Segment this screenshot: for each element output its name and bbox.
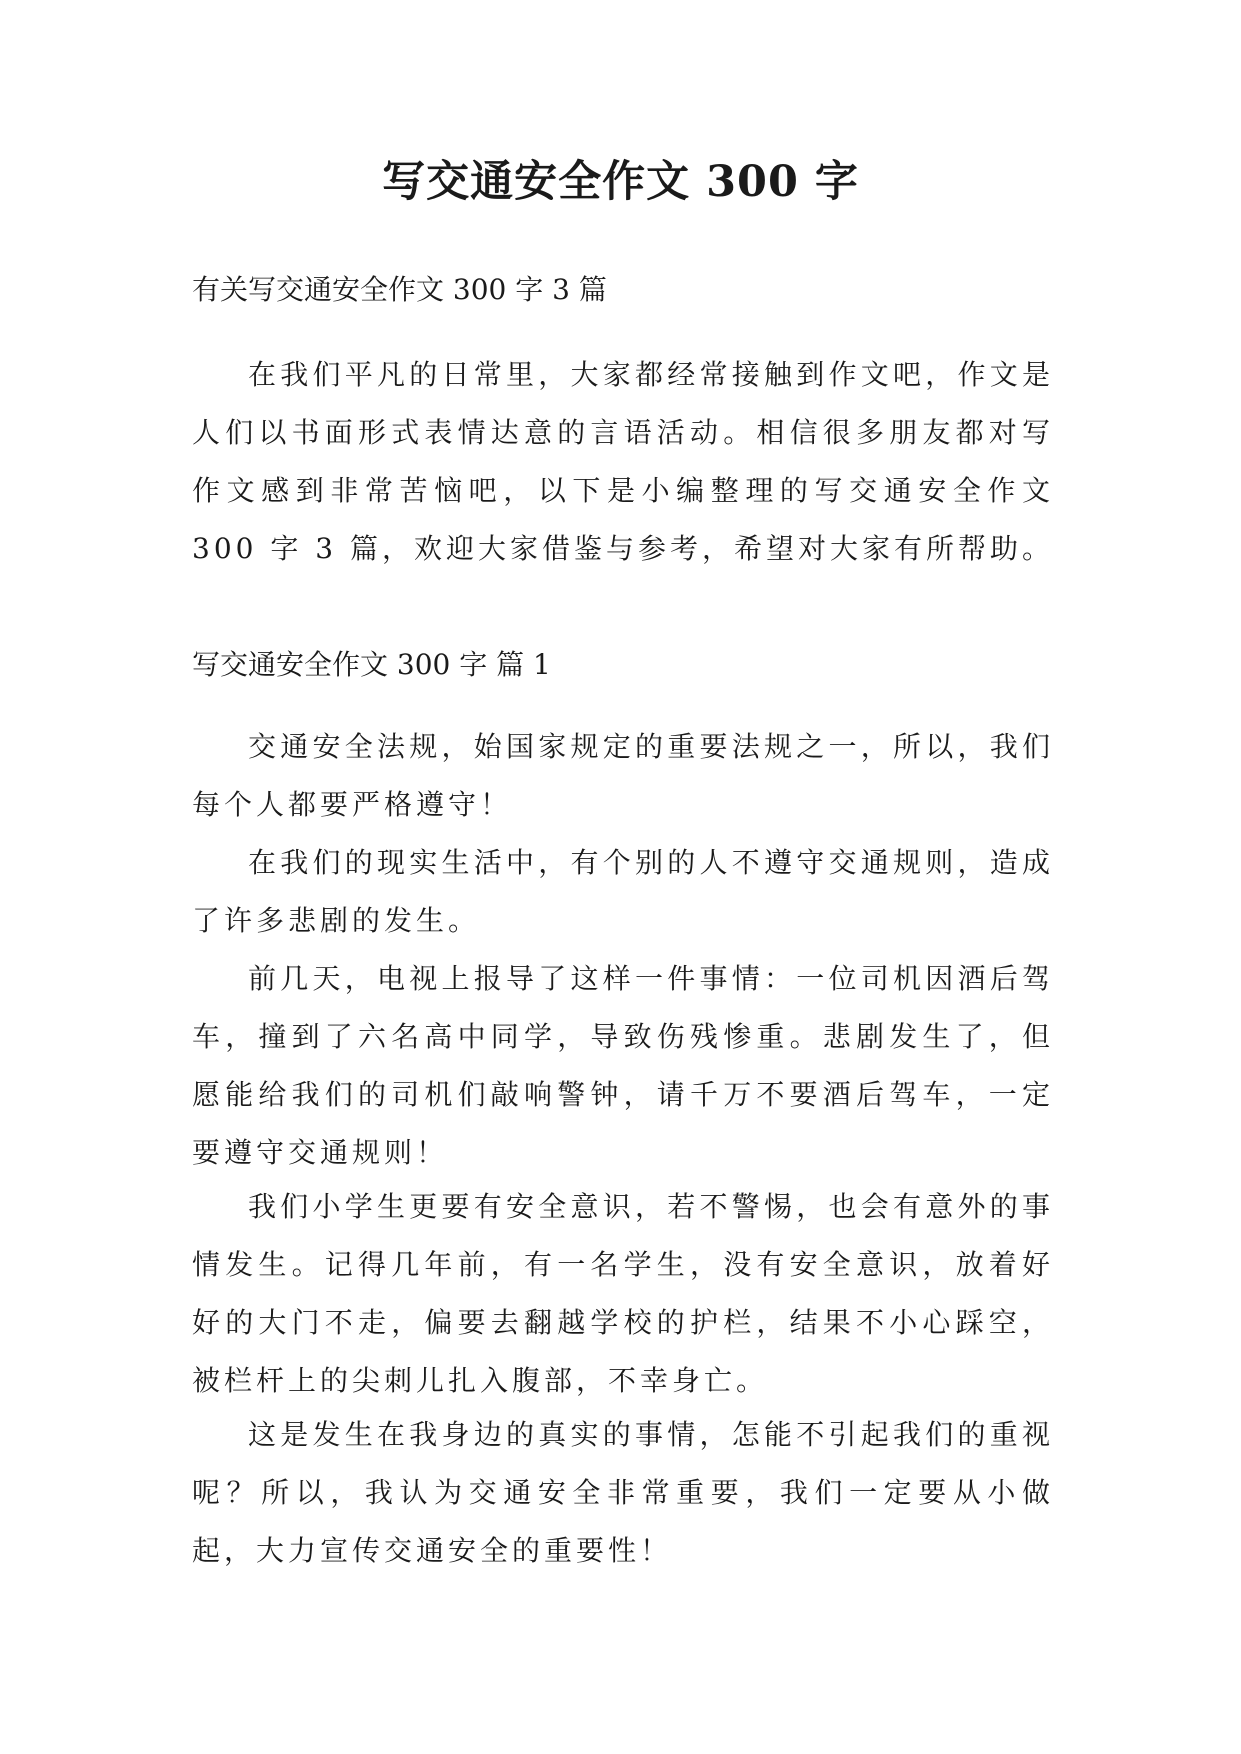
- essay-1-paragraph: 前几天，电视上报导了这样一件事情：一位司机因酒后驾车，撞到了六名高中同学，导致伤残惨重。悲剧发生了，但愿能给我们的司机们敲响警钟，请千万不要酒后驾车，一定要遵守交通规则！: [192, 962, 1054, 1169]
- essay-1-paragraph: 在我们的现实生活中，有个别的人不遵守交通规则，造成了许多悲剧的发生。: [192, 846, 1054, 937]
- intro-heading: 有关写交通安全作文 300 字 3 篇: [192, 273, 607, 306]
- essay-1-paragraph: 这是发生在我身边的真实的事情，怎能不引起我们的重视呢？所以，我认为交通安全非常重要，我们一定要从小做起，大力宣传交通安全的重要性！: [192, 1418, 1054, 1567]
- document-title: 写交通安全作文 300 字: [382, 157, 859, 207]
- essay-1-paragraph: 交通安全法规，始国家规定的重要法规之一，所以，我们每个人都要严格遵守！: [192, 730, 1054, 821]
- essay-1-heading: 写交通安全作文 300 字 篇 1: [192, 648, 551, 681]
- essay-1-paragraph: 我们小学生更要有安全意识，若不警惕，也会有意外的事情发生。记得几年前，有一名学生，没有安全意识，放着好好的大门不走，偏要去翻越学校的护栏，结果不小心踩空，被栏杆上的尖刺儿扎入腹部，不幸身亡。: [192, 1190, 1054, 1397]
- intro-paragraph: 在我们平凡的日常里，大家都经常接触到作文吧，作文是人们以书面形式表情达意的言语活动。相信很多朋友都对写作文感到非常苦恼吧，以下是小编整理的写交通安全作文 300 字 3 篇，欢迎大家借鉴与参考，希望对大家有所帮助。: [192, 358, 1054, 565]
